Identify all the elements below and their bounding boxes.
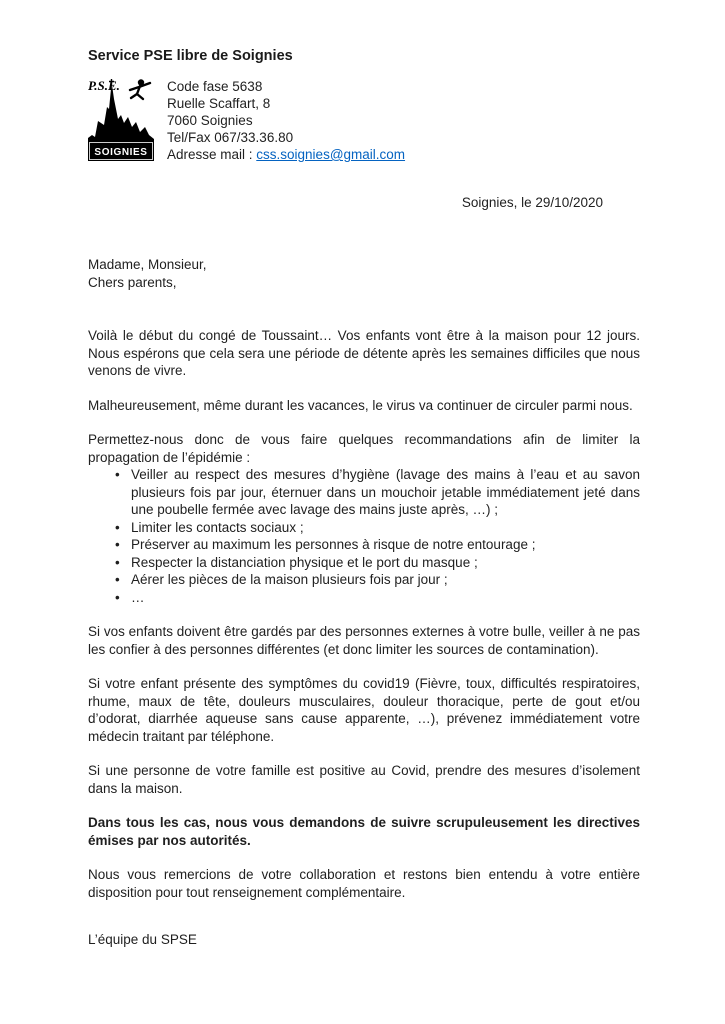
logo-pse-text: P.S.E. — [88, 78, 120, 93]
paragraph-isolement: Si une personne de votre famille est positive au Covid, prendre des mesures d’isolement dans la maison. — [88, 763, 640, 796]
paragraph-virus: Malheureusement, même durant les vacances, le virus va continuer de circuler parmi nous. — [88, 397, 633, 413]
org-name: Service PSE libre de Soignies — [88, 48, 293, 64]
pse-soignies-logo — [88, 77, 154, 161]
list-item-ellipsis: • … — [88, 589, 640, 607]
paragraph-directives: Dans tous les cas, nous vous demandons de suivre scrupuleusement les directives émises par nos autorités. — [88, 815, 640, 848]
logo-city-text: SOIGNIES — [94, 147, 148, 158]
email-link[interactable]: css.soignies@gmail.com — [256, 147, 406, 162]
logo-graphic — [88, 77, 154, 161]
recommendations-list — [88, 466, 640, 606]
contact-email-line — [167, 146, 405, 163]
list-item-at-risk: • Préserver au maximum les personnes à risque de notre entourage ; — [88, 536, 640, 554]
list-item-contacts: • Limiter les contacts sociaux ; — [88, 519, 640, 537]
list-item-distanciation: • Respecter la distanciation physique et le port du masque ; — [88, 554, 640, 572]
paragraph-remerciements: Nous vous remercions de votre collaboration et restons bien entendu à votre entière disposition pour tout renseignement complémentaire. — [88, 867, 640, 900]
contact-telfax: Tel/Fax 067/33.36.80 — [167, 130, 294, 145]
paragraph-symptomes: Si votre enfant présente des symptômes du covid19 (Fièvre, toux, difficultés respiratoires, rhume, maux de tête, douleurs musculaires, douleur thoracique, perte de gout et/ou d’odorat, diarrhée aqueuse sans cause apparente, …), prévenez immédiatement votre médecin traitant par téléphone. — [88, 676, 640, 744]
contact-street: Ruelle Scaffart, 8 — [167, 96, 271, 111]
list-item-hygiene: • Veiller au respect des mesures d’hygiène (lavage des mains à l’eau et au savon plusieurs fois par jour, éternuer dans un mouchoir jetable immédiatement jeté dans une poubelle fermée avec lavage des mains juste après, …) ; — [88, 466, 640, 519]
salutation-line-2: Chers parents, — [88, 274, 177, 290]
salutation-line-1: Madame, Monsieur, — [88, 257, 207, 272]
email-label: Adresse mail : — [167, 147, 257, 162]
salutation — [88, 256, 640, 291]
paragraph-recommendations: Permettez-nous donc de vous faire quelques recommandations afin de limiter la propagation de l’épidémie : — [88, 432, 640, 465]
contact-city: 7060 Soignies — [167, 113, 253, 128]
signature: L’équipe du SPSE — [88, 932, 197, 947]
date-line: Soignies, le 29/10/2020 — [461, 195, 603, 210]
letterhead — [88, 77, 640, 163]
contact-code-fase: Code fase 5638 — [167, 79, 263, 94]
list-item-aeration: • Aérer les pièces de la maison plusieurs fois par jour ; — [88, 571, 640, 589]
church-silhouette-icon — [88, 85, 154, 143]
contact-block — [167, 77, 405, 163]
paragraph-garde: Si vos enfants doivent être gardés par des personnes externes à votre bulle, veiller à ne pas les confier à des personnes différentes (et donc limiter les sources de contamination). — [88, 624, 640, 657]
letter-body — [88, 327, 640, 901]
paragraph-intro: Voilà le début du congé de Toussaint… Vos enfants vont être à la maison pour 12 jours. Nous espérons que cela sera une période de détente après les semaines difficiles que nous venons de vivre. — [88, 328, 640, 378]
figure-head — [138, 79, 144, 85]
